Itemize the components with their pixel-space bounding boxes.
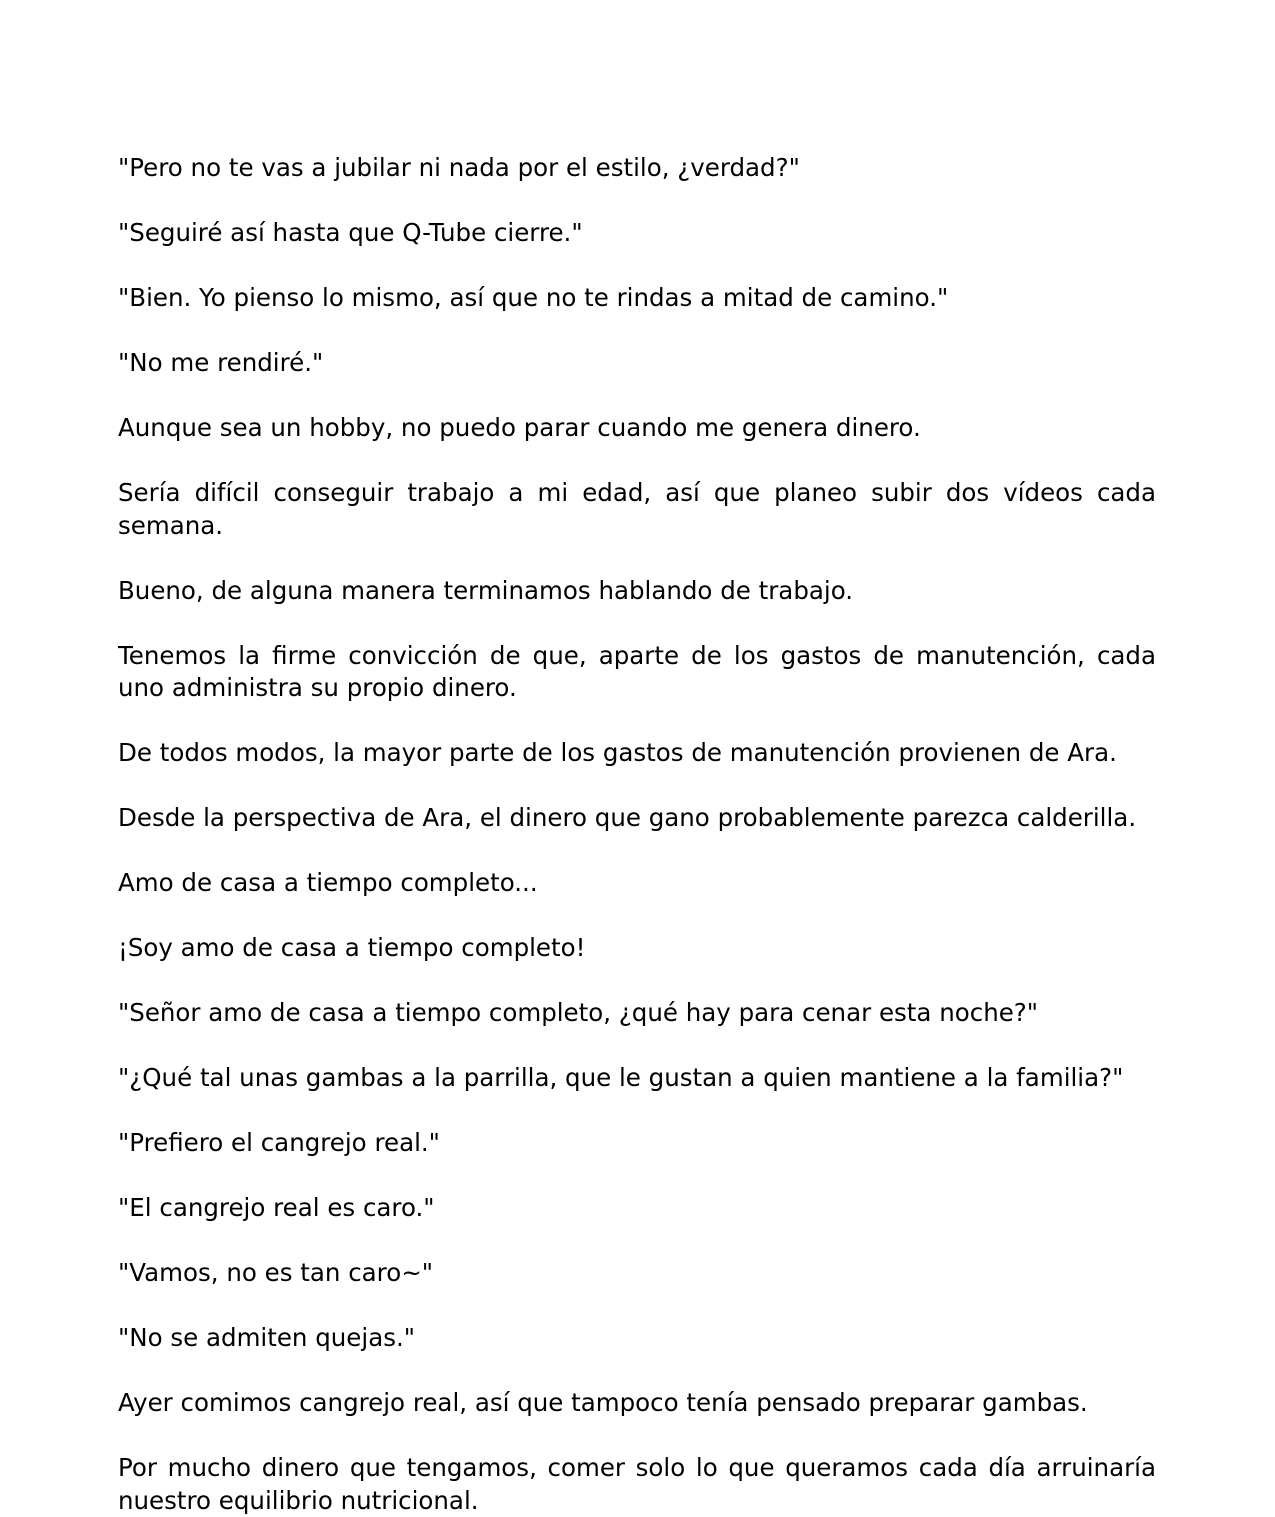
paragraph: Bueno, de alguna manera terminamos hablando de trabajo. xyxy=(118,575,854,605)
paragraph: ¡Soy amo de casa a tiempo completo! xyxy=(118,933,586,962)
paragraph: Ayer comimos cangrejo real, así que tampoco tenía pensado preparar gambas. xyxy=(118,1388,1088,1417)
paragraph: Sería difícil conseguir trabajo a mi edad, así que planeo subir dos vídeos cada semana. xyxy=(118,478,1156,540)
paragraph: Por mucho dinero que tengamos, comer solo lo que queramos cada día arruinaría nuestro equilibrio nutricional. xyxy=(118,1453,1156,1515)
paragraph: "Señor amo de casa a tiempo completo, ¿qué hay para cenar esta noche?" xyxy=(118,998,1039,1027)
paragraph: "¿Qué tal unas gambas a la parrilla, que le gustan a quien mantiene a la familia?" xyxy=(118,1063,1124,1092)
paragraph: "Vamos, no es tan caro~" xyxy=(118,1258,434,1287)
paragraph: "Bien. Yo pienso lo mismo, así que no te rindas a mitad de camino." xyxy=(118,283,949,312)
paragraph: De todos modos, la mayor parte de los gastos de manutención provienen de Ara. xyxy=(118,738,1117,767)
paragraph: "No me rendiré." xyxy=(118,348,324,377)
document-page xyxy=(118,152,1156,1517)
paragraph: Aunque sea un hobby, no puedo parar cuando me genera dinero. xyxy=(118,413,921,442)
paragraph: "No se admiten quejas." xyxy=(118,1323,416,1352)
paragraph: Tenemos la firme convicción de que, aparte de los gastos de manutención, cada uno administra su propio dinero. xyxy=(118,640,1156,702)
paragraph: "Pero no te vas a jubilar ni nada por el estilo, ¿verdad?" xyxy=(118,153,800,182)
paragraph: Amo de casa a tiempo completo... xyxy=(118,868,538,897)
paragraph: "El cangrejo real es caro." xyxy=(118,1193,435,1222)
paragraph: "Seguiré así hasta que Q-Tube cierre." xyxy=(118,218,583,247)
paragraph: Desde la perspectiva de Ara, el dinero que gano probablemente parezca calderilla. xyxy=(118,803,1137,832)
paragraph: "Prefiero el cangrejo real." xyxy=(118,1128,440,1157)
